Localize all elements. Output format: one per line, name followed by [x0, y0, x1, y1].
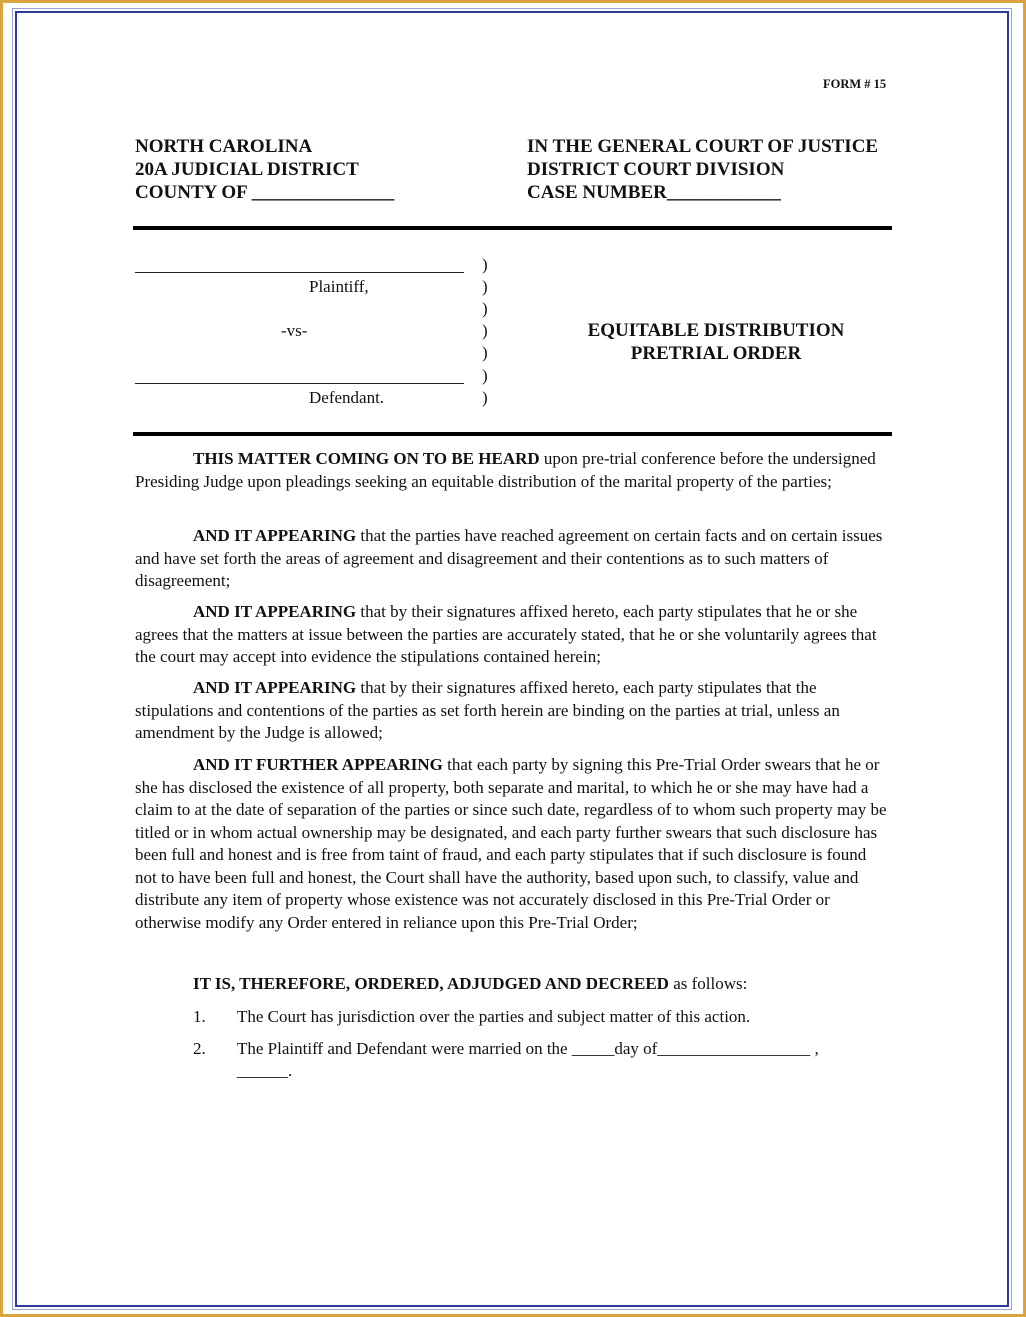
caption-paren: ) — [482, 388, 488, 407]
paragraph-lead: AND IT APPEARING — [193, 602, 357, 621]
versus-label: -vs- — [281, 321, 308, 340]
caption-paren: ) — [482, 277, 488, 296]
defendant-signature-line — [135, 383, 464, 384]
paragraph-lead: AND IT APPEARING — [193, 678, 357, 697]
form-number: FORM # 15 — [823, 77, 887, 91]
caption-paren: ) — [482, 299, 488, 318]
item-text-continuation: ______. — [237, 1061, 293, 1080]
item-text: The Court has jurisdiction over the parties and subject matter of this action. — [237, 1007, 751, 1026]
paragraph-text: upon pre-trial conference before the undersigned Presiding Judge upon pleadings seeking an equitable distribution of the marital property of the parties; — [135, 449, 876, 491]
title-line-2: PRETRIAL ORDER — [630, 343, 802, 364]
header-case-number: CASE NUMBER____________ — [527, 182, 781, 203]
item-number: 1. — [193, 1007, 206, 1026]
header-district: 20A JUDICIAL DISTRICT — [135, 159, 359, 180]
document-title — [575, 319, 857, 365]
paragraph-text: that each party by signing this Pre-Trial Order swears that he or she has disclosed the existence of all property, both separate and marital, to which he or she may have had a claim to at the date of separation of the parties or since such date, regardless of to whom such property may be titled or in whom actual ownership may be designated, and each party further swears that such disclosure has been full and honest and is free from taint of fraud, and each party stipulates that if such disclosure is found not to have been full and honest, the Court shall have the authority, based upon such, to classify, value and distribute any item of property whose existence was not accurately disclosed in this Pre-Trial Order or otherwise modify any Order entered in reliance upon this Pre-Trial Order; — [135, 755, 887, 932]
paragraph-appearing-agreement — [135, 525, 887, 593]
paragraph-further-appearing — [135, 754, 887, 934]
paragraph-text: that by their signatures affixed hereto, each party stipulates that he or she agrees that the matters at issue between the parties are accurately stated, that he or she voluntarily agrees that the court may accept into evidence the stipulations contained herein; — [135, 602, 877, 666]
paragraph-lead: AND IT FURTHER APPEARING — [193, 755, 443, 774]
plaintiff-signature-line — [135, 272, 464, 273]
paragraph-matter-heard — [135, 448, 887, 493]
caption-paren: ) — [482, 255, 488, 274]
paragraph-text: that by their signatures affixed hereto, each party stipulates that the stipulations and contentions of the parties as set forth herein are binding on the parties at trial, unless an amendment by the Judge is allowed; — [135, 678, 840, 742]
paragraph-text: that the parties have reached agreement on certain facts and on certain issues and have set forth the areas of agreement and disagreement and their contentions as to such matters of disagreement; — [135, 526, 883, 590]
header-state: NORTH CAROLINA — [135, 136, 313, 157]
top-rule — [133, 226, 892, 230]
item-text: The Plaintiff and Defendant were married on the _____day of__________________ , — [237, 1039, 819, 1058]
caption-paren: ) — [482, 321, 488, 340]
caption-paren: ) — [482, 343, 488, 362]
paragraph-lead: IT IS, THEREFORE, ORDERED, ADJUDGED AND DECREED — [193, 974, 669, 993]
item-number: 2. — [193, 1039, 206, 1058]
header-division: DISTRICT COURT DIVISION — [527, 159, 785, 180]
defendant-label: Defendant. — [309, 388, 385, 407]
header-left — [135, 135, 394, 204]
caption-paren: ) — [482, 366, 488, 385]
paragraph-appearing-stipulations — [135, 601, 887, 669]
caption-rule — [133, 432, 892, 436]
plaintiff-label: Plaintiff, — [309, 277, 369, 296]
paragraph-lead: THIS MATTER COMING ON TO BE HEARD — [193, 449, 540, 468]
header-right — [527, 135, 878, 204]
paragraph-ordered — [135, 973, 887, 996]
paragraph-lead: AND IT APPEARING — [193, 526, 357, 545]
header-court: IN THE GENERAL COURT OF JUSTICE — [527, 136, 879, 157]
title-line-1: EQUITABLE DISTRIBUTION — [587, 320, 845, 341]
paragraph-appearing-binding — [135, 677, 887, 745]
header-county: COUNTY OF _______________ — [135, 182, 395, 203]
paragraph-text: as follows: — [668, 974, 748, 993]
